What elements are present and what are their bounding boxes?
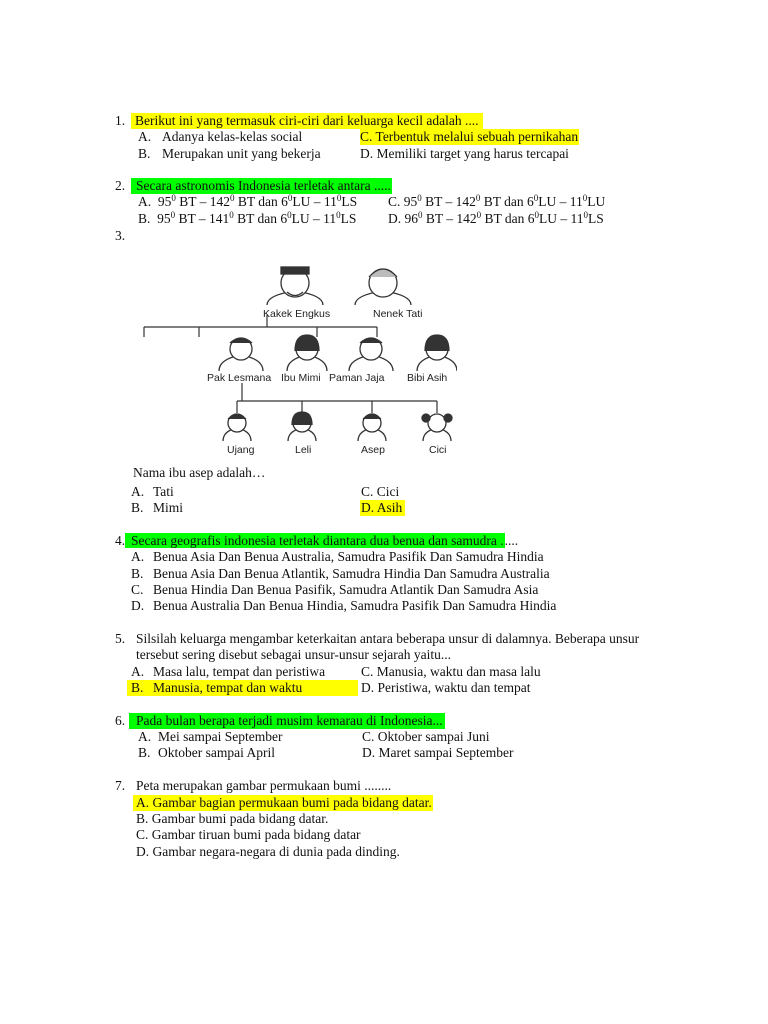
q5-option-a-letter: A. [131, 664, 145, 679]
bibi-asih-figure [417, 335, 457, 371]
q1-option-b-letter: B. [138, 146, 151, 161]
tree-label-pak-lesmana: Pak Lesmana [207, 372, 272, 384]
q3-option-c: C. Cici [361, 484, 400, 499]
q3-stem: Nama ibu asep adalah… [133, 465, 266, 480]
q5-option-b-letter: B. [131, 680, 144, 695]
q7-option-b: B. Gambar bumi pada bidang datar. [136, 811, 329, 826]
q7-stem: Peta merupakan gambar permukaan bumi ........ [136, 778, 392, 793]
tree-label-paman-jaja: Paman Jaja [329, 372, 385, 384]
q2-option-c-letter: C. [388, 194, 401, 209]
q1-stem: Berikut ini yang termasuk ciri-ciri dari keluarga kecil adalah .... [131, 113, 483, 129]
q6-option-d: D. Maret sampai September [362, 745, 514, 760]
q2-option-c: C. $95^0$ BT – $142^0$ BT dan $6^0LU - 11^0LU$ [388, 193, 606, 209]
q5-number: 5. [115, 631, 126, 646]
q3-option-b: Mimi [153, 500, 184, 515]
q2-option-a-letter: A. [138, 194, 152, 209]
q3-option-d-answer: D. Asih [360, 500, 405, 516]
q7-option-d: D. Gambar negara-negara di dunia pada dinding. [136, 844, 400, 859]
ujang-figure [223, 414, 251, 441]
ibu-mimi-figure [287, 335, 327, 371]
q5-stem-line2: tersebut sering disebut sebagai unsur-unsur sejarah yaitu... [136, 647, 452, 662]
q6-option-b-letter: B. [138, 745, 151, 760]
q4-option-a: Benua Asia Dan Benua Australia, Samudra Pasifik Dan Samudra Hindia [153, 549, 544, 564]
tree-label-nenek: Nenek Tati [373, 308, 423, 320]
tree-label-ujang: Ujang [227, 444, 255, 456]
q2-number: 2. [115, 178, 126, 193]
q4-stem: Secara geografis indonesia terletak diantara dua benua dan samudra . [125, 533, 505, 548]
q4-option-d-letter: D. [131, 598, 145, 613]
cici-figure [422, 414, 452, 441]
q6-number: 6. [115, 713, 126, 728]
q4-option-b-letter: B. [131, 566, 144, 581]
tree-label-bibi-asih: Bibi Asih [407, 372, 448, 384]
q3-option-a: Tati [153, 484, 174, 499]
q3-option-a-letter: A. [131, 484, 145, 499]
q4-option-d: Benua Australia Dan Benua Hindia, Samudra Pasifik Dan Samudra Hindia [153, 598, 557, 613]
q3-option-b-letter: B. [131, 500, 144, 515]
q6-stem: Pada bulan berapa terjadi musim kemarau di Indonesia... [129, 713, 445, 729]
tree-label-leli: Leli [295, 444, 312, 456]
q2-option-b: B. $95^0$ BT – $141^0$ BT dan $6^0LU - 11^0LS$ [138, 210, 357, 226]
q1-option-b: Merupakan unit yang bekerja [162, 146, 321, 161]
q2-option-d: D. $96^0$ BT – $142^0$ BT dan $6^0LU - 11^0LS$ [388, 210, 604, 226]
q4-stem-tail: .... [504, 533, 519, 548]
q5-option-a: Masa lalu, tempat dan peristiwa [153, 664, 326, 679]
kakek-figure [267, 267, 323, 305]
q2-option-a: A. $95^0$ BT – $142^0$ BT dan $6^0LU - 11^0LS$ [138, 193, 358, 209]
q1-option-a-letter: A. [138, 129, 152, 144]
q5-stem-line1: Silsilah keluarga mengambar keterkaitan antara beberapa unsur di dalamnya. Beberapa unsur [136, 631, 640, 646]
tree-label-cici: Cici [429, 444, 447, 456]
tree-label-asep: Asep [361, 444, 385, 456]
q4-number: 4. [115, 533, 126, 548]
q5-option-c: C. Manusia, waktu dan masa lalu [361, 664, 541, 679]
q4-option-b: Benua Asia Dan Benua Atlantik, Samudra Hindia Dan Samudra Australia [153, 566, 550, 581]
q7-option-a-answer: A. Gambar bagian permukaan bumi pada bidang datar. [133, 795, 433, 811]
q6-option-b: Oktober sampai April [158, 745, 275, 760]
tree-label-kakek: Kakek Engkus [263, 308, 331, 320]
leli-figure [288, 412, 316, 441]
asep-figure [358, 414, 386, 441]
pak-lesmana-figure [219, 338, 263, 371]
q1-option-c-answer: C. Terbentuk melalui sebuah pernikahan [360, 129, 579, 144]
q2-option-d-letter: D. [388, 211, 402, 226]
q4-stem-line [125, 533, 518, 549]
q4-option-c: Benua Hindia Dan Benua Pasifik, Samudra Atlantik Dan Samudra Asia [153, 582, 539, 597]
q7-number: 7. [115, 778, 126, 793]
q1-number: 1. [115, 113, 126, 128]
q3-number: 3. [115, 228, 126, 243]
q6-option-a-letter: A. [138, 729, 152, 744]
nenek-figure [355, 269, 411, 305]
q5-option-d: D. Peristiwa, waktu dan tempat [361, 680, 531, 695]
q6-option-a: Mei sampai September [158, 729, 283, 744]
tree-label-ibu-mimi: Ibu Mimi [281, 372, 321, 384]
q4-option-a-letter: A. [131, 549, 145, 564]
q7-option-c: C. Gambar tiruan bumi pada bidang datar [136, 827, 361, 842]
q2-option-b-letter: B. [138, 211, 151, 226]
q6-option-c: C. Oktober sampai Juni [362, 729, 490, 744]
family-tree-illustration [117, 255, 457, 457]
q4-option-c-letter: C. [131, 582, 144, 597]
paman-jaja-figure [349, 338, 393, 371]
q5-option-b-answer: Manusia, tempat dan waktu [153, 680, 303, 695]
q1-option-a: Adanya kelas-kelas social [162, 129, 303, 144]
q2-stem: Secara astronomis Indonesia terletak antara ..... [131, 178, 392, 194]
q1-option-d: D. Memiliki target yang harus tercapai [360, 146, 569, 161]
